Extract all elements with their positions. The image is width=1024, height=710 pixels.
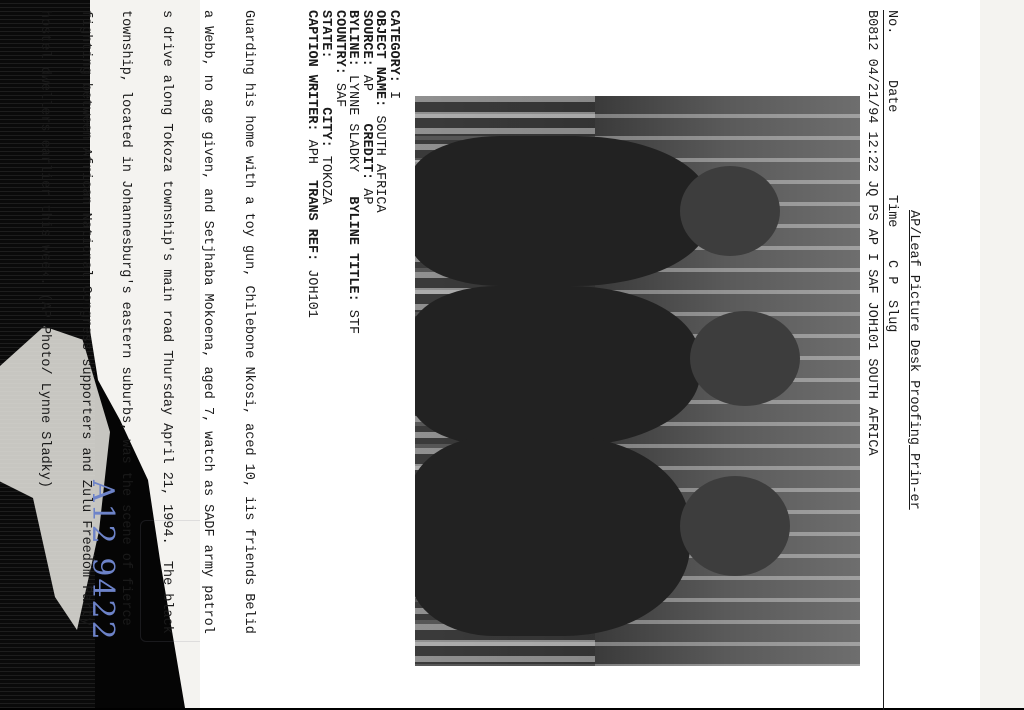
caption-line: hostel dwellers earlier this week. (AP Photo/ Lynne Sladky) bbox=[36, 10, 52, 488]
document-title: AP/Leaf Picture Desk Proofing Prin-er bbox=[906, 210, 921, 510]
trans-ref-value: JOH101 bbox=[304, 269, 320, 318]
handwritten-reference-number: A12 9422 bbox=[85, 480, 120, 642]
news-photo bbox=[415, 96, 860, 666]
object-name-value: SOUTH AFRICA bbox=[372, 115, 388, 213]
caption-writer-value: APH bbox=[304, 139, 320, 164]
country-label: COUNTRY: bbox=[331, 10, 347, 75]
caption-line: Guarding his home with a toy gun, Chilebone Nkosi, aced 10, iis friends Belid bbox=[240, 10, 256, 634]
category-label: CATEGORY: bbox=[386, 10, 401, 83]
trans-ref-label: TRANS REF: bbox=[304, 180, 320, 262]
column-date: Date bbox=[884, 80, 899, 113]
column-slug: Slug bbox=[884, 300, 899, 333]
caption-line: a Webb, no age given, and Setjhaba Mokoena, aged 7, watch as SADF army patrol bbox=[200, 10, 216, 634]
byline-title-label: BYLINE TITLE: bbox=[345, 196, 361, 302]
photo-head-left bbox=[680, 166, 780, 256]
category-value: I bbox=[386, 91, 401, 100]
column-no: No. bbox=[884, 10, 899, 35]
column-cp: C P bbox=[884, 260, 899, 285]
header-columns bbox=[883, 10, 898, 710]
credit-label: CREDIT: bbox=[358, 123, 374, 181]
caption-line: s drive along Tokoza township's main road Thursday April 21, 1994. The black bbox=[159, 10, 175, 634]
source-value: AP bbox=[358, 74, 374, 92]
country-value: SAF bbox=[331, 82, 347, 108]
caption-writer-label: CAPTION WRITER: bbox=[304, 10, 320, 132]
caption-line: fighting between African National Congress supporters and Zulu Freedom Party bbox=[77, 10, 93, 626]
byline-title-value: STF bbox=[345, 309, 361, 335]
column-time: Time bbox=[884, 195, 899, 228]
object-name-label: OBJECT NAME: bbox=[372, 10, 388, 108]
credit-value: AP bbox=[358, 188, 374, 205]
photo-figure-left bbox=[415, 136, 710, 286]
byline-label: BYLINE: bbox=[345, 10, 361, 67]
city-label: CITY: bbox=[318, 107, 334, 148]
source-label: SOURCE: bbox=[358, 10, 374, 67]
metadata-fields bbox=[305, 10, 400, 710]
photo-caption bbox=[10, 10, 282, 710]
state-label: STATE: bbox=[318, 10, 334, 59]
caption-line: township, located in Johannesburg's eastern suburbs, was the scene of fierce bbox=[118, 10, 134, 626]
photo-figure-middle bbox=[415, 286, 700, 446]
city-value: TOKOZA bbox=[318, 155, 334, 205]
byline-value: LYNNE SLADKY bbox=[345, 74, 361, 173]
slug-line: B0812 04/21/94 12:22 JQ PS AP I SAF JOH101 SOUTH AFRICA bbox=[864, 10, 879, 456]
photo-head-right bbox=[680, 476, 790, 576]
photo-figure-right bbox=[415, 436, 690, 636]
photo-head-middle bbox=[690, 311, 800, 406]
